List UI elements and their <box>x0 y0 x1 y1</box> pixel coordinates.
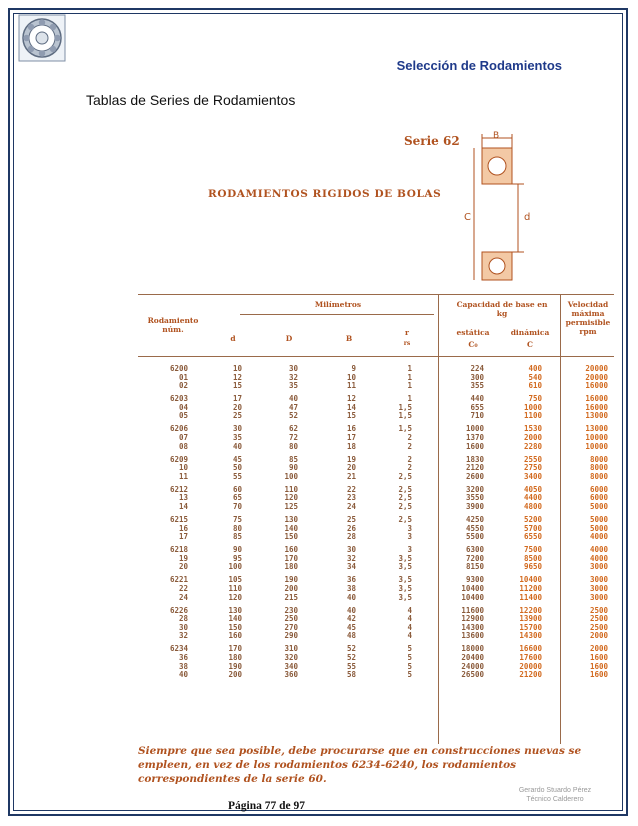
cell-bearing-number: 6200 <box>169 364 188 373</box>
header-B: B <box>345 334 353 343</box>
drawing-label-d: d <box>524 212 531 223</box>
cell-static-c0: 2120 <box>465 463 484 473</box>
cell-max-speed: 3000 <box>589 575 608 585</box>
cell-max-speed: 1600 <box>589 653 608 662</box>
bearing-table <box>138 294 614 744</box>
cell-max-speed: 2000 <box>589 644 608 654</box>
cell-width-B: 40 <box>346 592 356 602</box>
cell-dynamic-c: 12200 <box>519 605 542 615</box>
cell-radius-r: 3,5 <box>398 592 412 602</box>
cell-radius-r: 1 <box>407 372 412 382</box>
cell-static-c0: 12900 <box>461 614 484 624</box>
cell-radius-r: 4 <box>407 605 412 615</box>
cell-width-B: 15 <box>346 411 356 421</box>
cell-dynamic-c: 16600 <box>519 644 542 654</box>
cell-bore-d: 160 <box>228 631 242 641</box>
cell-outer-D: 320 <box>284 653 298 662</box>
cell-radius-r: 2,5 <box>398 471 412 481</box>
cell-bore-d: 170 <box>228 644 242 654</box>
cell-bore-d: 190 <box>228 661 242 671</box>
cell-max-speed: 13000 <box>585 411 608 421</box>
cell-bearing-number: 24 <box>178 592 188 602</box>
cell-bearing-number: 6215 <box>169 515 188 524</box>
cell-radius-r: 1,5 <box>398 424 412 434</box>
cell-max-speed: 3000 <box>589 584 608 593</box>
cell-static-c0: 20400 <box>461 653 484 662</box>
cell-width-B: 21 <box>346 471 356 481</box>
cell-radius-r: 2,5 <box>398 502 412 511</box>
cell-bore-d: 15 <box>232 381 242 391</box>
signature-name: Gerardo Stuardo Pérez <box>518 787 592 794</box>
cell-bearing-number: 6206 <box>169 424 188 434</box>
header-r-sub: rs <box>403 340 411 347</box>
bearing-logo-icon <box>18 14 66 62</box>
cell-max-speed: 10000 <box>585 433 608 442</box>
cell-max-speed: 2000 <box>589 631 608 641</box>
header-D: D <box>285 334 293 343</box>
cell-bearing-number: 17 <box>178 532 188 542</box>
cell-bore-d: 120 <box>228 592 242 602</box>
table-rule-mm <box>240 314 434 315</box>
cell-width-B: 26 <box>346 523 356 533</box>
cell-static-c0: 1830 <box>465 454 484 464</box>
cell-outer-D: 190 <box>284 575 298 585</box>
drawing-label-b: B <box>493 131 500 141</box>
cell-radius-r: 2,5 <box>398 484 412 494</box>
cell-static-c0: 8150 <box>465 562 484 572</box>
cell-dynamic-c: 2280 <box>523 441 542 451</box>
cell-static-c0: 224 <box>470 364 484 373</box>
table-divider-speed <box>560 294 561 744</box>
cell-dynamic-c: 7500 <box>523 545 542 555</box>
cell-max-speed: 20000 <box>585 364 608 373</box>
cell-static-c0: 3550 <box>465 493 484 503</box>
table-rule-top <box>138 294 614 295</box>
cell-bearing-number: 6226 <box>169 605 188 615</box>
cell-bore-d: 100 <box>228 562 242 572</box>
cell-max-speed: 5000 <box>589 523 608 533</box>
cell-dynamic-c: 6550 <box>523 532 542 542</box>
signature-role: Técnico Calderero <box>526 796 584 803</box>
cell-bearing-number: 22 <box>178 584 188 593</box>
cell-bearing-number: 30 <box>178 622 188 632</box>
cell-width-B: 11 <box>346 381 356 391</box>
cell-dynamic-c: 14300 <box>519 631 542 641</box>
cell-radius-r: 5 <box>407 670 412 680</box>
cell-outer-D: 230 <box>284 605 298 615</box>
cell-width-B: 48 <box>346 631 356 641</box>
cell-static-c0: 1000 <box>465 424 484 434</box>
cell-bore-d: 65 <box>232 493 242 503</box>
cell-max-speed: 4000 <box>589 532 608 542</box>
cell-bore-d: 12 <box>232 372 242 382</box>
cell-width-B: 52 <box>346 653 356 662</box>
cell-bore-d: 70 <box>232 502 242 511</box>
cell-outer-D: 340 <box>284 661 298 671</box>
cell-dynamic-c: 15700 <box>519 622 542 632</box>
cell-bearing-number: 14 <box>178 502 188 511</box>
cell-radius-r: 1 <box>407 381 412 391</box>
cell-outer-D: 47 <box>288 402 298 412</box>
cell-dynamic-c: 5200 <box>523 515 542 524</box>
cell-outer-D: 32 <box>288 372 298 382</box>
document-title: Selección de Rodamientos <box>396 58 562 73</box>
header-speed: Velocidad máxima permisible rpm <box>565 300 611 336</box>
cell-max-speed: 3000 <box>589 562 608 572</box>
cell-radius-r: 3,5 <box>398 553 412 563</box>
cell-outer-D: 170 <box>284 553 298 563</box>
cell-bore-d: 10 <box>232 364 242 373</box>
cell-width-B: 23 <box>346 493 356 503</box>
signature <box>500 786 610 804</box>
cell-width-B: 17 <box>346 433 356 442</box>
cell-bearing-number: 36 <box>178 653 188 662</box>
cell-radius-r: 1 <box>407 394 412 404</box>
cell-dynamic-c: 1000 <box>523 402 542 412</box>
cell-max-speed: 10000 <box>585 441 608 451</box>
cell-outer-D: 40 <box>288 394 298 404</box>
cell-outer-D: 85 <box>288 454 298 464</box>
cell-bore-d: 95 <box>232 553 242 563</box>
cell-max-speed: 2500 <box>589 605 608 615</box>
table-footnote: Siempre que sea posible, debe procurarse que en construcciones nuevas se empleen, en vez de los rodamientos 6234-6240, los rodamientos correspondientes de la serie 60. <box>138 745 582 785</box>
cell-dynamic-c: 3400 <box>523 471 542 481</box>
header-dynamic: dinámica <box>510 328 550 337</box>
cell-static-c0: 24000 <box>461 661 484 671</box>
cell-radius-r: 4 <box>407 631 412 641</box>
cell-static-c0: 355 <box>470 381 484 391</box>
cell-width-B: 30 <box>346 545 356 555</box>
cell-radius-r: 3,5 <box>398 562 412 572</box>
cell-max-speed: 8000 <box>589 463 608 473</box>
cell-width-B: 58 <box>346 670 356 680</box>
cell-dynamic-c: 4050 <box>523 484 542 494</box>
cell-bore-d: 40 <box>232 441 242 451</box>
cell-dynamic-c: 2750 <box>523 463 542 473</box>
cell-bore-d: 75 <box>232 515 242 524</box>
cell-outer-D: 160 <box>284 545 298 555</box>
cell-width-B: 45 <box>346 622 356 632</box>
cell-width-B: 42 <box>346 614 356 624</box>
cell-static-c0: 7200 <box>465 553 484 563</box>
cell-max-speed: 4000 <box>589 545 608 555</box>
cell-bearing-number: 38 <box>178 661 188 671</box>
cell-static-c0: 3200 <box>465 484 484 494</box>
cell-width-B: 52 <box>346 644 356 654</box>
cell-bore-d: 20 <box>232 402 242 412</box>
cell-width-B: 14 <box>346 402 356 412</box>
cell-dynamic-c: 21200 <box>519 670 542 680</box>
cell-bearing-number: 10 <box>178 463 188 473</box>
cell-radius-r: 5 <box>407 661 412 671</box>
cell-static-c0: 9300 <box>465 575 484 585</box>
header-r: r <box>405 328 409 337</box>
cell-bore-d: 85 <box>232 532 242 542</box>
cell-dynamic-c: 610 <box>528 381 542 391</box>
cell-radius-r: 2 <box>407 433 412 442</box>
cell-width-B: 12 <box>346 394 356 404</box>
header-d: d <box>230 334 236 343</box>
cell-bore-d: 105 <box>228 575 242 585</box>
cell-bearing-number: 6234 <box>169 644 188 654</box>
cell-width-B: 10 <box>346 372 356 382</box>
header-static-symbol: C₀ <box>468 340 478 349</box>
cell-bore-d: 55 <box>232 471 242 481</box>
cell-outer-D: 62 <box>288 424 298 434</box>
cell-radius-r: 5 <box>407 653 412 662</box>
cell-outer-D: 80 <box>288 441 298 451</box>
cell-bore-d: 110 <box>228 584 242 593</box>
cell-outer-D: 140 <box>284 523 298 533</box>
cell-static-c0: 1600 <box>465 441 484 451</box>
cell-static-c0: 300 <box>470 372 484 382</box>
cell-outer-D: 35 <box>288 381 298 391</box>
table-heading: RODAMIENTOS RIGIDOS DE BOLAS <box>208 188 442 200</box>
cell-max-speed: 5000 <box>589 515 608 524</box>
cell-dynamic-c: 20000 <box>519 661 542 671</box>
cell-bore-d: 150 <box>228 622 242 632</box>
series-label: Serie 62 <box>404 134 460 148</box>
cell-max-speed: 3000 <box>589 592 608 602</box>
cell-bearing-number: 40 <box>178 670 188 680</box>
cell-dynamic-c: 2550 <box>523 454 542 464</box>
cell-bearing-number: 08 <box>178 441 188 451</box>
cell-bore-d: 180 <box>228 653 242 662</box>
cell-dynamic-c: 4400 <box>523 493 542 503</box>
cell-max-speed: 13000 <box>585 424 608 434</box>
cell-max-speed: 8000 <box>589 471 608 481</box>
cell-static-c0: 1370 <box>465 433 484 442</box>
svg-text:B <box>493 131 499 141</box>
cell-max-speed: 20000 <box>585 372 608 382</box>
cell-bore-d: 60 <box>232 484 242 494</box>
cell-dynamic-c: 1100 <box>523 411 542 421</box>
cell-width-B: 9 <box>351 364 356 373</box>
cell-radius-r: 2,5 <box>398 493 412 503</box>
cell-bearing-number: 01 <box>178 372 188 382</box>
cell-radius-r: 1,5 <box>398 402 412 412</box>
cell-static-c0: 18000 <box>461 644 484 654</box>
cell-bore-d: 130 <box>228 605 242 615</box>
cell-radius-r: 4 <box>407 622 412 632</box>
cell-outer-D: 100 <box>284 471 298 481</box>
cell-bearing-number: 32 <box>178 631 188 641</box>
header-static: estática <box>456 328 490 337</box>
cell-bearing-number: 28 <box>178 614 188 624</box>
cell-bearing-number: 02 <box>178 381 188 391</box>
cell-dynamic-c: 400 <box>528 364 542 373</box>
cell-bore-d: 25 <box>232 411 242 421</box>
cell-static-c0: 4550 <box>465 523 484 533</box>
cell-dynamic-c: 10400 <box>519 575 542 585</box>
cell-outer-D: 310 <box>284 644 298 654</box>
svg-text:C <box>464 212 471 223</box>
cell-max-speed: 16000 <box>585 394 608 404</box>
cell-radius-r: 3 <box>407 523 412 533</box>
cell-outer-D: 290 <box>284 631 298 641</box>
drawing-label-c: C <box>464 212 471 223</box>
cell-outer-D: 110 <box>284 484 298 494</box>
cell-width-B: 16 <box>346 424 356 434</box>
cell-outer-D: 360 <box>284 670 298 680</box>
cell-dynamic-c: 11200 <box>519 584 542 593</box>
cell-outer-D: 52 <box>288 411 298 421</box>
header-bearing: Rodamiento núm. <box>147 316 199 334</box>
page-number: Página 77 de 97 <box>228 800 305 812</box>
cell-max-speed: 2500 <box>589 614 608 624</box>
header-capacity: Capacidad de base en kg <box>456 300 548 318</box>
cell-bore-d: 45 <box>232 454 242 464</box>
cell-bearing-number: 16 <box>178 523 188 533</box>
cell-bearing-number: 6218 <box>169 545 188 555</box>
cell-static-c0: 11600 <box>461 605 484 615</box>
cell-static-c0: 655 <box>470 402 484 412</box>
cell-bearing-number: 05 <box>178 411 188 421</box>
cell-bearing-number: 19 <box>178 553 188 563</box>
cell-dynamic-c: 5700 <box>523 523 542 533</box>
cell-radius-r: 2,5 <box>398 515 412 524</box>
cell-width-B: 36 <box>346 575 356 585</box>
cell-width-B: 55 <box>346 661 356 671</box>
cell-static-c0: 5500 <box>465 532 484 542</box>
cell-outer-D: 125 <box>284 502 298 511</box>
cell-radius-r: 1,5 <box>398 411 412 421</box>
cell-dynamic-c: 750 <box>528 394 542 404</box>
cell-dynamic-c: 4800 <box>523 502 542 511</box>
cell-static-c0: 26500 <box>461 670 484 680</box>
cell-static-c0: 14300 <box>461 622 484 632</box>
cell-outer-D: 72 <box>288 433 298 442</box>
cell-outer-D: 90 <box>288 463 298 473</box>
cell-static-c0: 3900 <box>465 502 484 511</box>
cell-dynamic-c: 9650 <box>523 562 542 572</box>
cell-bore-d: 17 <box>232 394 242 404</box>
cell-bearing-number: 07 <box>178 433 188 442</box>
cell-max-speed: 5000 <box>589 502 608 511</box>
cell-bearing-number: 13 <box>178 493 188 503</box>
cell-static-c0: 10400 <box>461 592 484 602</box>
cell-static-c0: 710 <box>470 411 484 421</box>
cell-width-B: 38 <box>346 584 356 593</box>
cell-radius-r: 2 <box>407 463 412 473</box>
cell-bore-d: 80 <box>232 523 242 533</box>
cell-radius-r: 1 <box>407 364 412 373</box>
cell-static-c0: 4250 <box>465 515 484 524</box>
cell-radius-r: 3,5 <box>398 575 412 585</box>
bearing-cross-section-drawing <box>454 128 536 288</box>
cell-bore-d: 90 <box>232 545 242 555</box>
cell-outer-D: 270 <box>284 622 298 632</box>
cell-dynamic-c: 13900 <box>519 614 542 624</box>
cell-radius-r: 3,5 <box>398 584 412 593</box>
section-title: Tablas de Series de Rodamientos <box>86 92 296 108</box>
cell-max-speed: 6000 <box>589 493 608 503</box>
cell-static-c0: 2600 <box>465 471 484 481</box>
cell-outer-D: 150 <box>284 532 298 542</box>
cell-max-speed: 1600 <box>589 661 608 671</box>
header-millimeters: Milímetros <box>314 300 362 309</box>
cell-radius-r: 5 <box>407 644 412 654</box>
cell-static-c0: 440 <box>470 394 484 404</box>
cell-width-B: 34 <box>346 562 356 572</box>
cell-width-B: 19 <box>346 454 356 464</box>
cell-max-speed: 2500 <box>589 622 608 632</box>
cell-width-B: 22 <box>346 484 356 494</box>
cell-outer-D: 250 <box>284 614 298 624</box>
cell-bore-d: 140 <box>228 614 242 624</box>
table-rule-header <box>138 356 614 357</box>
cell-bearing-number: 04 <box>178 402 188 412</box>
cell-width-B: 20 <box>346 463 356 473</box>
cell-bore-d: 35 <box>232 433 242 442</box>
cell-static-c0: 6300 <box>465 545 484 555</box>
cell-radius-r: 3 <box>407 532 412 542</box>
cell-outer-D: 130 <box>284 515 298 524</box>
cell-max-speed: 8000 <box>589 454 608 464</box>
cell-max-speed: 16000 <box>585 402 608 412</box>
cell-dynamic-c: 11400 <box>519 592 542 602</box>
cell-static-c0: 10400 <box>461 584 484 593</box>
cell-outer-D: 120 <box>284 493 298 503</box>
cell-width-B: 25 <box>346 515 356 524</box>
cell-bearing-number: 11 <box>178 471 188 481</box>
cell-max-speed: 1600 <box>589 670 608 680</box>
cell-radius-r: 2 <box>407 441 412 451</box>
cell-outer-D: 30 <box>288 364 298 373</box>
cell-static-c0: 13600 <box>461 631 484 641</box>
cell-max-speed: 6000 <box>589 484 608 494</box>
cell-outer-D: 200 <box>284 584 298 593</box>
cell-width-B: 32 <box>346 553 356 563</box>
cell-radius-r: 2 <box>407 454 412 464</box>
cell-width-B: 40 <box>346 605 356 615</box>
cell-radius-r: 3 <box>407 545 412 555</box>
cell-bearing-number: 6203 <box>169 394 188 404</box>
cell-width-B: 24 <box>346 502 356 511</box>
table-divider-capacity <box>438 294 439 744</box>
cell-outer-D: 215 <box>284 592 298 602</box>
cell-bore-d: 50 <box>232 463 242 473</box>
cell-bearing-number: 20 <box>178 562 188 572</box>
cell-dynamic-c: 8500 <box>523 553 542 563</box>
cell-radius-r: 4 <box>407 614 412 624</box>
cell-dynamic-c: 540 <box>528 372 542 382</box>
cell-max-speed: 16000 <box>585 381 608 391</box>
cell-width-B: 18 <box>346 441 356 451</box>
cell-outer-D: 180 <box>284 562 298 572</box>
cell-dynamic-c: 1530 <box>523 424 542 434</box>
cell-bore-d: 30 <box>232 424 242 434</box>
svg-text:d <box>524 212 530 223</box>
cell-dynamic-c: 17600 <box>519 653 542 662</box>
cell-bearing-number: 6209 <box>169 454 188 464</box>
cell-bore-d: 200 <box>228 670 242 680</box>
cell-bearing-number: 6212 <box>169 484 188 494</box>
header-dynamic-symbol: C <box>527 340 533 349</box>
cell-width-B: 28 <box>346 532 356 542</box>
cell-max-speed: 4000 <box>589 553 608 563</box>
cell-dynamic-c: 2000 <box>523 433 542 442</box>
cell-bearing-number: 6221 <box>169 575 188 585</box>
